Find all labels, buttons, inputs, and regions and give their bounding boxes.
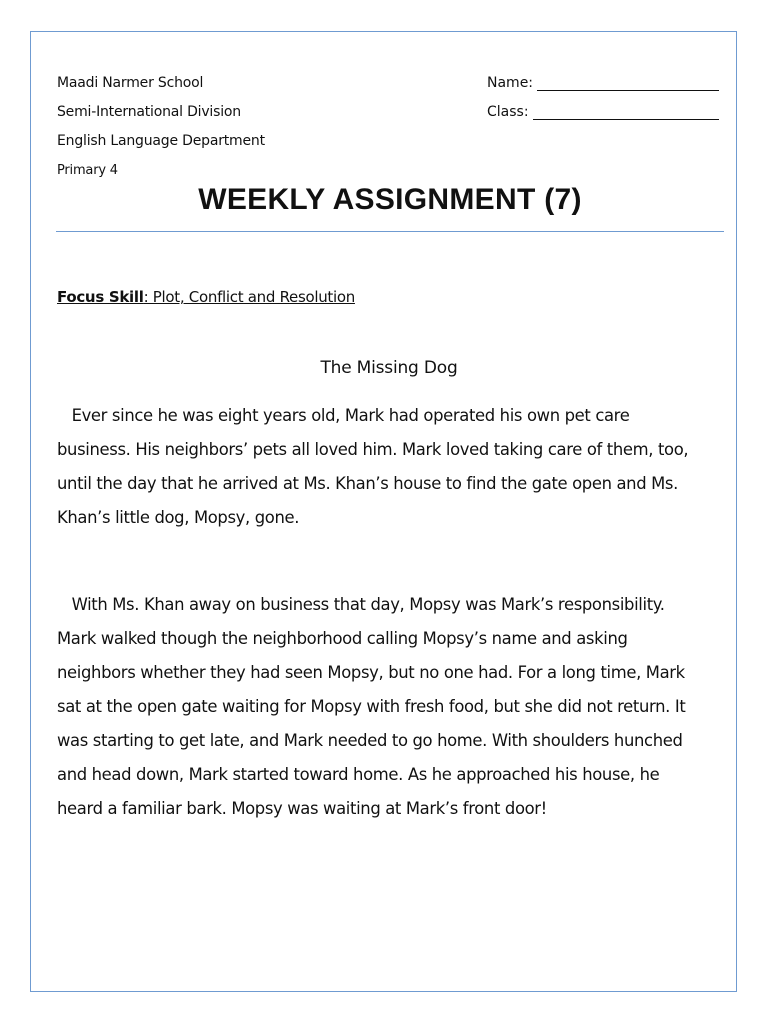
school-name: Maadi Narmer School xyxy=(57,75,204,91)
class-label: Class: xyxy=(487,104,529,120)
grade-level: Primary 4 xyxy=(57,163,118,178)
story-paragraph-1 xyxy=(57,399,727,535)
paragraph-line: Khan’s little dog, Mopsy, gone. xyxy=(57,508,300,527)
paragraph-line: Mark walked though the neighborhood calling Mopsy’s name and asking xyxy=(57,629,628,648)
name-field[interactable] xyxy=(487,69,719,98)
focus-skill-value: : Plot, Conflict and Resolution xyxy=(143,288,355,306)
class-field[interactable] xyxy=(487,98,719,127)
school-info xyxy=(57,69,265,185)
name-blank-line[interactable] xyxy=(537,76,719,91)
paragraph-line: Ever since he was eight years old, Mark had operated his own pet care xyxy=(57,406,630,425)
story-paragraph-2 xyxy=(57,588,727,826)
paragraph-line: sat at the open gate waiting for Mopsy with fresh food, but she did not return. It xyxy=(57,697,686,716)
paragraph-line: business. His neighbors’ pets all loved him. Mark loved taking care of them, too, xyxy=(57,440,689,459)
department-name: English Language Department xyxy=(57,133,265,149)
paragraph-line: and head down, Mark started toward home. As he approached his house, he xyxy=(57,765,660,784)
division-name: Semi-International Division xyxy=(57,104,241,120)
focus-skill xyxy=(57,288,355,306)
page-title: WEEKLY ASSIGNMENT (7) xyxy=(198,183,582,216)
paragraph-line: until the day that he arrived at Ms. Khan’s house to find the gate open and Ms. xyxy=(57,474,678,493)
class-blank-line[interactable] xyxy=(533,105,719,120)
paragraph-line: was starting to get late, and Mark needed to go home. With shoulders hunched xyxy=(57,731,683,750)
paragraph-line: neighbors whether they had seen Mopsy, but no one had. For a long time, Mark xyxy=(57,663,685,682)
story-title: The Missing Dog xyxy=(320,358,458,378)
paragraph-line: heard a familiar bark. Mopsy was waiting at Mark’s front door! xyxy=(57,799,547,818)
paragraph-line: With Ms. Khan away on business that day, Mopsy was Mark’s responsibility. xyxy=(57,595,665,614)
title-divider xyxy=(56,231,724,232)
student-fields xyxy=(487,69,719,127)
focus-skill-label: Focus Skill xyxy=(57,288,144,306)
name-label: Name: xyxy=(487,75,534,91)
